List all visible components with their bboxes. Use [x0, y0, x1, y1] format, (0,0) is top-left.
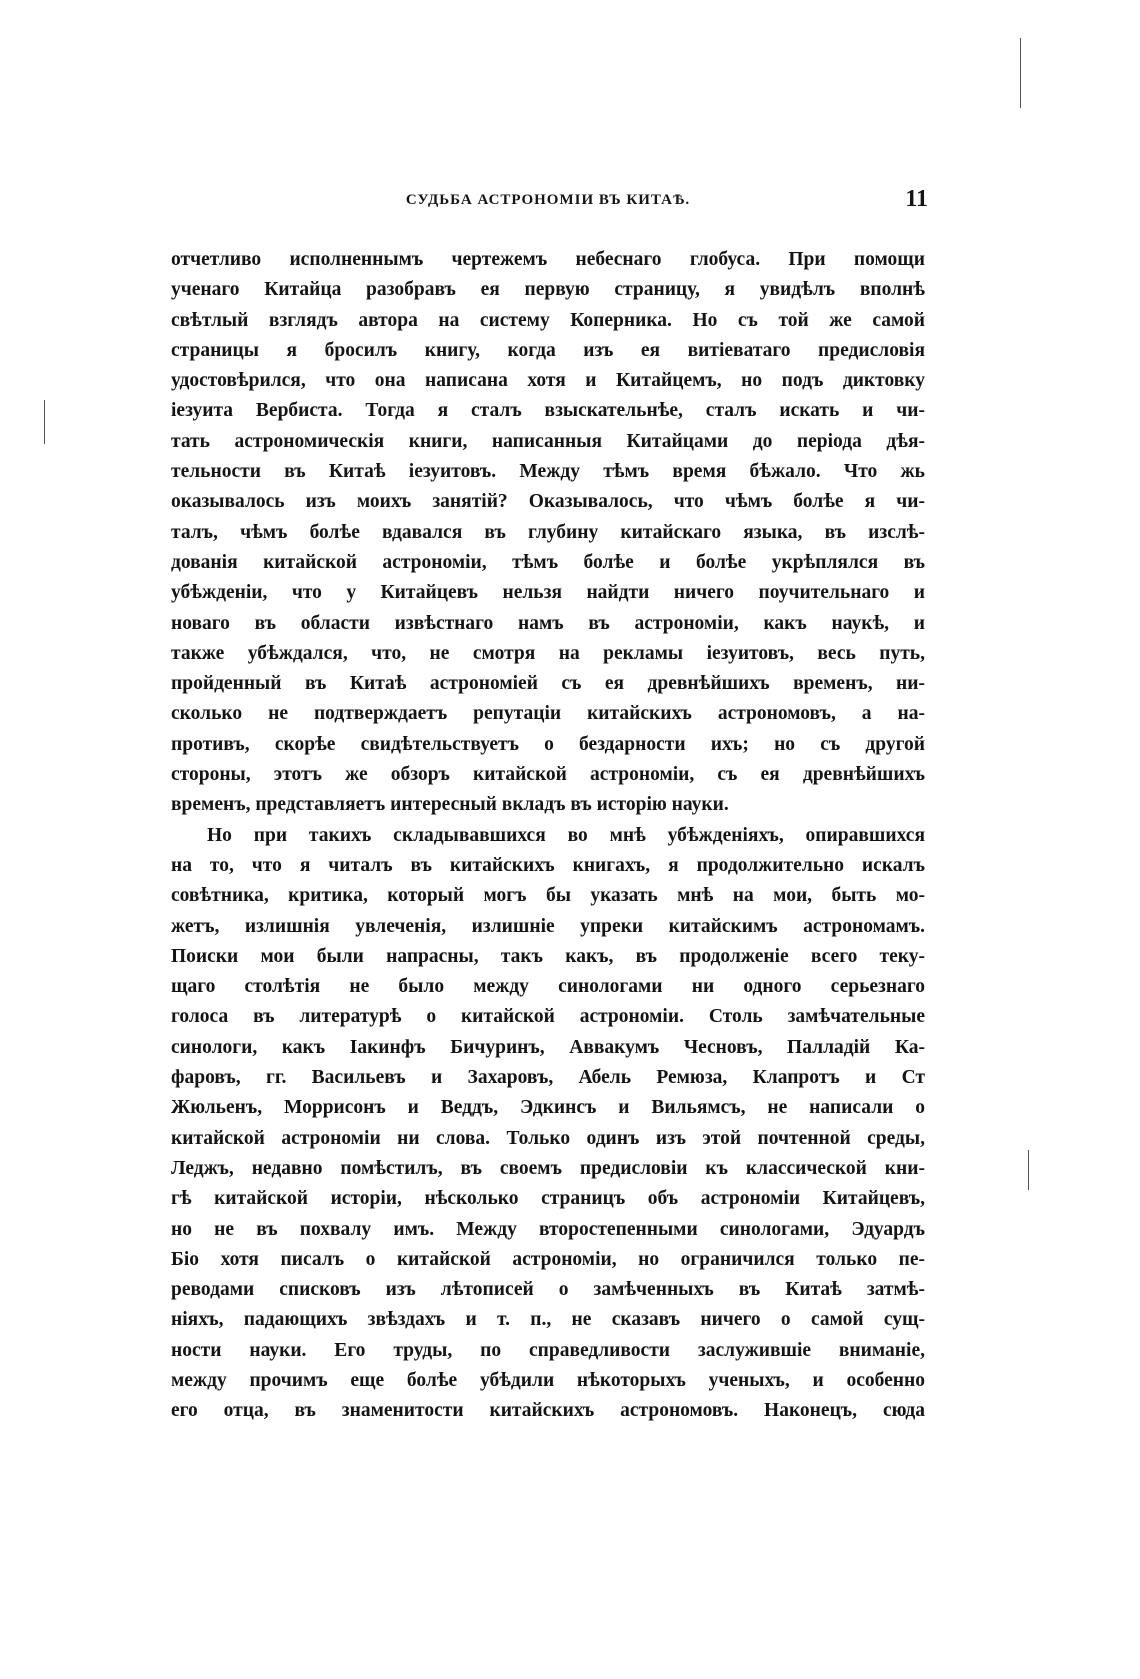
running-header: [168, 186, 928, 222]
text-line: ніяхъ, падающихъ звѣздахъ и т. п., не сказавъ ничего о самой сущ-: [171, 1309, 925, 1331]
left-margin-mark: [44, 400, 45, 444]
text-line: тать астрономическія книги, написанныя Китайцами до періода дѣя-: [171, 430, 925, 452]
text-line: страницы я бросилъ книгу, когда изъ ея витіеватаго предисловія: [171, 339, 925, 361]
text-line: Но при такихъ складывавшихся во мнѣ убѣжденіяхъ, опиравшихся: [207, 824, 925, 846]
text-line: китайской астрономіи ни слова. Только одинъ изъ этой почтенной среды,: [171, 1127, 925, 1149]
text-line: ности науки. Его труды, по справедливости заслужившіе вниманіе,: [171, 1339, 925, 1361]
text-line: новаго въ области извѣстнаго намъ въ астрономіи, какъ наукѣ, и: [171, 612, 925, 634]
body-text: [171, 245, 925, 1427]
text-line: также убѣждался, что, не смотря на рекламы іезуитовъ, весь путь,: [171, 642, 925, 664]
text-line: оказывалось изъ моихъ занятій? Оказывалось, что чѣмъ болѣе я чи-: [171, 491, 925, 513]
paragraph-2: [171, 821, 925, 1427]
text-line: его отца, въ знаменитости китайскихъ астрономовъ. Наконецъ, сюда: [171, 1400, 925, 1422]
text-line: на то, что я читалъ въ китайскихъ книгахъ, я продолжительно искалъ: [171, 854, 925, 876]
right-margin-mark: [1020, 38, 1021, 108]
text-line: талъ, чѣмъ болѣе вдавался въ глубину китайскаго языка, въ изслѣ-: [171, 521, 925, 543]
text-line: гѣ китайской исторіи, нѣсколько страницъ объ астрономіи Китайцевъ,: [171, 1188, 925, 1210]
text-line: щаго столѣтія не было между синологами ни одного серьезнаго: [171, 976, 925, 998]
text-line: противъ, скорѣе свидѣтельствуетъ о бездарности ихъ; но съ другой: [171, 733, 925, 755]
text-line: между прочимъ еще болѣе убѣдили нѣкоторыхъ ученыхъ, и особенно: [171, 1369, 925, 1391]
running-header-title: СУДЬБА АСТРОНОМIИ ВЪ КИТАѢ.: [405, 192, 691, 208]
text-line: временъ, представляетъ интересный вкладъ въ исторію науки.: [171, 794, 729, 816]
text-line: отчетливо исполненнымъ чертежемъ небеснаго глобуса. При помощи: [171, 249, 925, 270]
text-line: убѣжденіи, что у Китайцевъ нельзя найдти ничего поучительнаго и: [171, 582, 925, 604]
text-line: свѣтлый взглядъ автора на систему Коперника. Но съ той же самой: [171, 309, 925, 331]
paragraph-1: [171, 245, 925, 821]
text-line: Біо хотя писалъ о китайской астрономіи, но ограничился только пе-: [171, 1248, 925, 1270]
text-line: Леджъ, недавно помѣстилъ, въ своемъ предисловіи къ классической кни-: [171, 1157, 925, 1179]
text-line: сколько не подтверждаетъ репутаціи китайскихъ астрономовъ, а на-: [171, 703, 925, 725]
text-line: іезуита Вербиста. Тогда я сталъ взыскательнѣе, сталъ искать и чи-: [171, 400, 925, 422]
text-line: пройденный въ Китаѣ астрономіей съ ея древнѣйшихъ временъ, ни-: [171, 673, 925, 695]
text-line: совѣтника, критика, который могъ бы указать мнѣ на мои, быть мо-: [171, 885, 925, 907]
text-line: удостовѣрился, что она написана хотя и Китайцемъ, но подъ диктовку: [171, 370, 925, 392]
text-line: голоса въ литературѣ о китайской астрономіи. Столь замѣчательные: [171, 1006, 925, 1028]
page-number: 11: [905, 186, 928, 212]
text-line: стороны, этотъ же обзоръ китайской астрономіи, съ ея древнѣйшихъ: [171, 764, 925, 786]
right-margin-mark-lower: [1028, 1150, 1029, 1190]
text-line: жетъ, излишнія увлеченія, излишніе упреки китайскимъ астрономамъ.: [171, 915, 925, 937]
text-line: фаровъ, гг. Васильевъ и Захаровъ, Абель Ремюза, Клапротъ и Ст: [171, 1067, 925, 1089]
text-line: Поиски мои были напрасны, такъ какъ, въ продолженіе всего теку-: [171, 945, 925, 967]
text-line: ученаго Китайца разобравъ ея первую страницу, я увидѣлъ вполнѣ: [171, 279, 925, 301]
text-line: дованія китайской астрономіи, тѣмъ болѣе и болѣе укрѣплялся въ: [171, 551, 925, 573]
text-line: тельности въ Китаѣ іезуитовъ. Между тѣмъ время бѣжало. Что жь: [171, 461, 925, 483]
text-line: реводами списковъ изъ лѣтописей о замѣченныхъ въ Китаѣ затмѣ-: [171, 1279, 925, 1301]
text-line: синологи, какъ Іакинфъ Бичуринъ, Аввакумъ Чесновъ, Палладій Ка-: [171, 1036, 925, 1058]
text-line: Жюльенъ, Моррисонъ и Веддъ, Эдкинсъ и Вильямсъ, не написали о: [171, 1097, 925, 1119]
text-line: но не въ похвалу имъ. Между второстепенными синологами, Эдуардъ: [171, 1218, 925, 1240]
